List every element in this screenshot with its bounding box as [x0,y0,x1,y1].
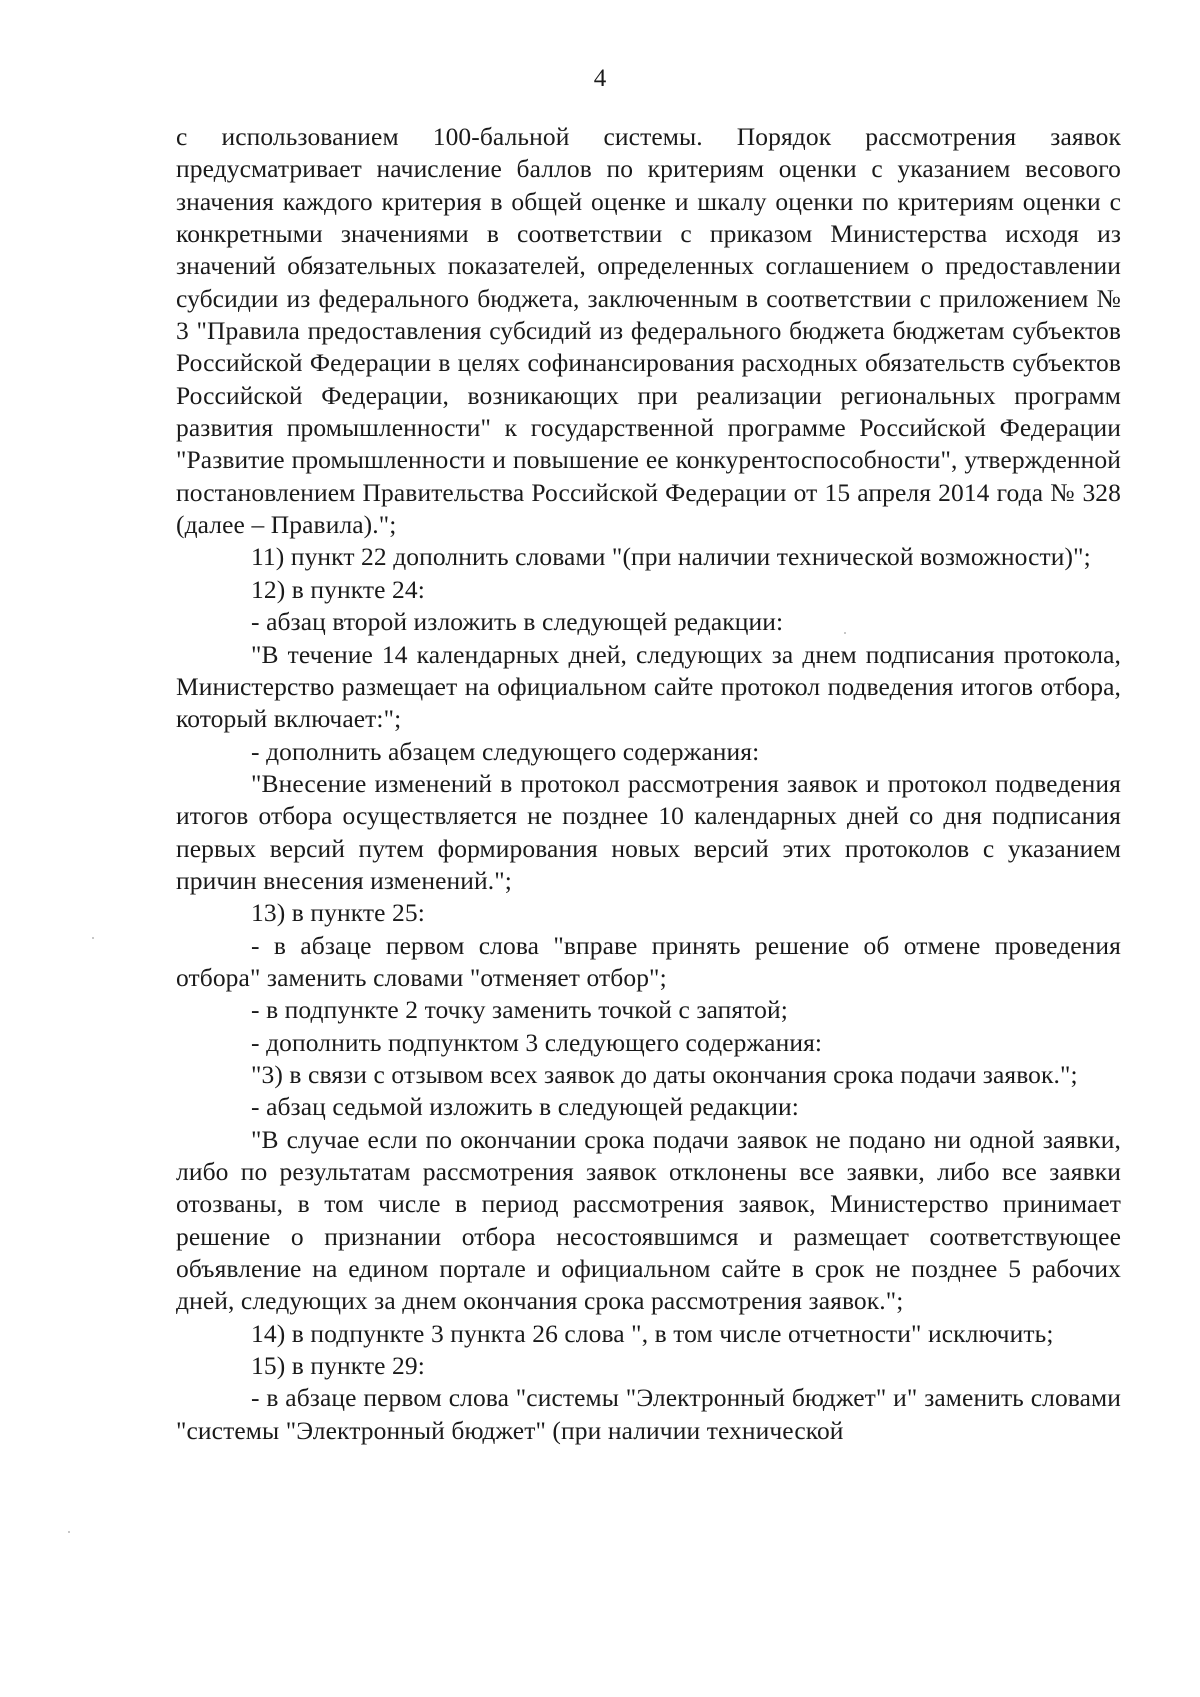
paragraph: 15) в пункте 29: [251,1351,425,1381]
paragraph: "В случае если по окончании срока подачи заявок не подано ни одной заявки, либо по результатам рассмотрения заявок отклонены все заявки, либо все заявки отозваны, в том числе в период рассмотрения заявок, Министерство принимает решение о признании отбора несостоявшимся и размещает соответствующее объявление на едином портале и официальном сайте в срок не позднее 5 рабочих дней, следующих за днем окончания срока рассмотрения заявок."; [176,1124,1121,1316]
paragraph: с использованием 100-бальной системы. Порядок рассмотрения заявок предусматривает начисление баллов по критериям оценки с указанием весового значения каждого критерия в общей оценке и шкалу оценки по критериям оценки с конкретными значениями в соответствии с приказом Министерства исходя из значений обязательных показателей, определенных соглашением о предоставлении субсидии из федерального бюджета, заключенным в соответствии с приложением № 3 "Правила предоставления субсидий из федерального бюджета бюджетам субъектов Российской Федерации в целях софинансирования расходных обязательств субъектов Российской Федерации, возникающих при реализации региональных программ развития промышленности" к государственной программе Российской Федерации "Развитие промышленности и повышение ее конкурентоспособности", утвержденной постановлением Правительства Российской Федерации от 15 апреля 2014 года № 328 (далее – Правила)."; [176,122,1121,540]
paragraph: - дополнить подпунктом 3 следующего содержания: [251,1027,823,1057]
paragraph: 13) в пункте 25: [251,898,425,928]
paragraph: 11) пункт 22 дополнить словами "(при наличии технической возможности)"; [251,542,1091,572]
paragraph: "3) в связи с отзывом всех заявок до даты окончания срока подачи заявок."; [251,1059,1078,1089]
page-number: 4 [593,65,607,92]
scan-speck [68,1531,70,1533]
paragraph: - в абзаце первом слова "системы "Электронный бюджет" и" заменить словами "системы "Электронный бюджет" (при наличии технической [176,1383,1121,1445]
paragraph: 14) в подпункте 3 пункта 26 слова ", в том числе отчетности" исключить; [251,1318,1054,1348]
paragraph: "Внесение изменений в протокол рассмотрения заявок и протокол подведения итогов отбора осуществляется не позднее 10 календарных дней со дня подписания первых версий путем формирования новых версий этих протоколов с указанием причин внесения изменений."; [176,768,1121,895]
paragraph: "В течение 14 календарных дней, следующих за днем подписания протокола, Министерство размещает на официальном сайте протокол подведения итогов отбора, который включает:"; [176,639,1121,734]
paragraph: - абзац седьмой изложить в следующей редакции: [251,1092,799,1122]
scan-speck [844,632,846,634]
paragraph: - абзац второй изложить в следующей редакции: [251,607,784,637]
scan-speck [92,937,94,939]
paragraph: 12) в пункте 24: [251,574,425,604]
paragraph: - дополнить абзацем следующего содержания: [251,736,760,766]
paragraph: - в абзаце первом слова "вправе принять решение об отмене проведения отбора" заменить словами "отменяет отбор"; [176,930,1121,992]
document-body [176,121,1121,1447]
paragraph: - в подпункте 2 точку заменить точкой с запятой; [251,995,788,1025]
